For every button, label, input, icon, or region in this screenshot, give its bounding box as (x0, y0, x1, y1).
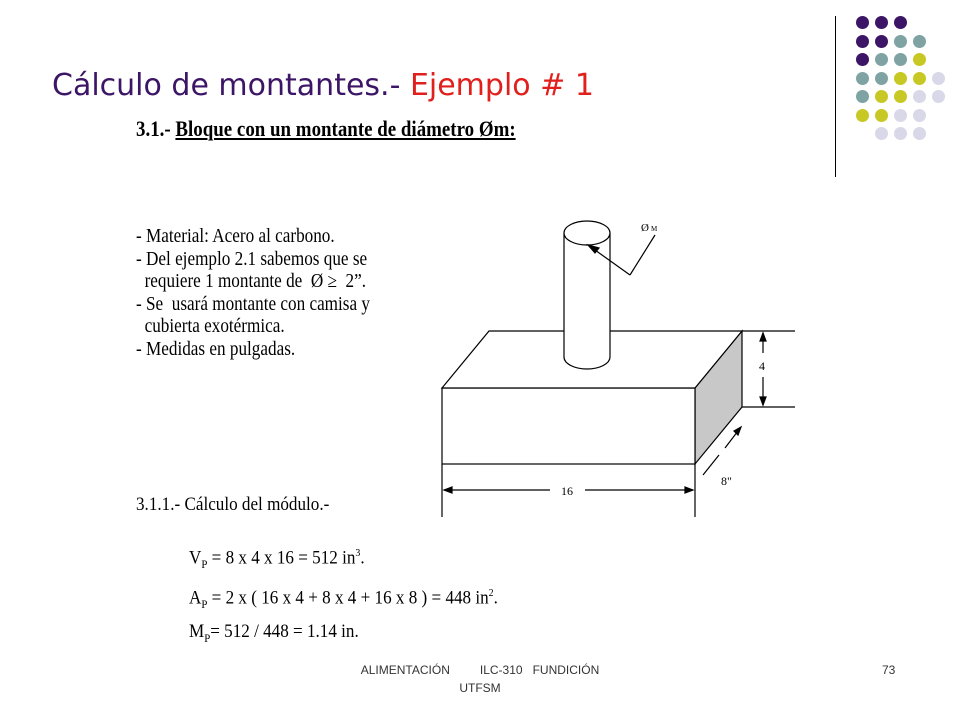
diameter-leader-line (630, 235, 655, 275)
length-label: 16 (561, 484, 573, 498)
decorative-dot (875, 35, 888, 48)
section-heading-text: Bloque con un montante de diámetro Øm: (175, 116, 516, 141)
height-label: 4 (759, 359, 765, 373)
decorative-dot (875, 16, 888, 29)
footer-line-1: ALIMENTACIÓN ILC-310 FUNDICIÓN (360, 663, 600, 677)
slide-title (52, 66, 594, 106)
bullet-list (136, 226, 370, 361)
page-number: 73 (882, 663, 896, 677)
section-heading (136, 114, 516, 144)
slide-footer (300, 661, 660, 697)
decorative-dot (894, 90, 907, 103)
decorative-dot (856, 35, 869, 48)
diameter-label: Ø M (641, 222, 658, 234)
decorative-dot (913, 90, 926, 103)
equation-area: $A_P = 2$ x ( 16 x 4 + 8 x 4 + 16 x 8 ) = 448 $in^2$. (189, 587, 498, 612)
section-heading-number: 3.1.- (136, 116, 176, 141)
width-dim-line-lower (703, 455, 719, 475)
decorative-dot (894, 35, 907, 48)
title-main: Cálculo de montantes.- (52, 68, 410, 103)
decorative-dot (894, 72, 907, 85)
decorative-dot (856, 53, 869, 66)
decorative-dot (913, 35, 926, 48)
subsection-heading: 3.1.1.- Cálculo del módulo.- (136, 494, 330, 515)
footer-line-2: UTFSM (459, 681, 501, 695)
decorative-dot (894, 16, 907, 29)
decorative-dot (856, 72, 869, 85)
decorative-dot (913, 109, 926, 122)
decorative-dot (913, 53, 926, 66)
decorative-dot (856, 109, 869, 122)
decorative-dot (913, 72, 926, 85)
riser-cylinder-body (564, 233, 610, 369)
title-accent: Ejemplo # 1 (409, 68, 594, 103)
decorative-dot (894, 109, 907, 122)
bullet-line: requiere 1 montante de Ø ≥ 2”. (136, 271, 367, 292)
decorative-vertical-line (835, 16, 836, 177)
decorative-dot (913, 127, 926, 140)
decorative-dot (875, 90, 888, 103)
block-front-face (442, 388, 695, 464)
decorative-dot (875, 127, 888, 140)
decorative-dot (894, 127, 907, 140)
width-label: 8" (721, 474, 732, 488)
decorative-dot (856, 16, 869, 29)
decorative-dot (875, 109, 888, 122)
equation-modulus: $M_P= 512 / 448 = 1.14$ in. (189, 621, 359, 645)
bullet-line: - Se usará montante con camisa y (136, 293, 370, 315)
equation-volume: $V_P = 8$ x 4 x 16 = 512 $in^3$. (189, 547, 365, 572)
riser-cylinder-top (564, 221, 610, 245)
block-riser-diagram (425, 205, 805, 525)
bullet-line: - Del ejemplo 2.1 sabemos que se (136, 248, 368, 270)
bullet-line: cubierta exotérmica. (136, 316, 285, 337)
decorative-dot (875, 53, 888, 66)
decorative-dot (856, 90, 869, 103)
bullet-line: - Material: Acero al carbono. (136, 226, 335, 247)
bullet-line: - Medidas en pulgadas. (136, 338, 296, 360)
decorative-dot (875, 72, 888, 85)
decorative-dot (932, 90, 945, 103)
decorative-dot (894, 53, 907, 66)
decorative-dot (932, 72, 945, 85)
